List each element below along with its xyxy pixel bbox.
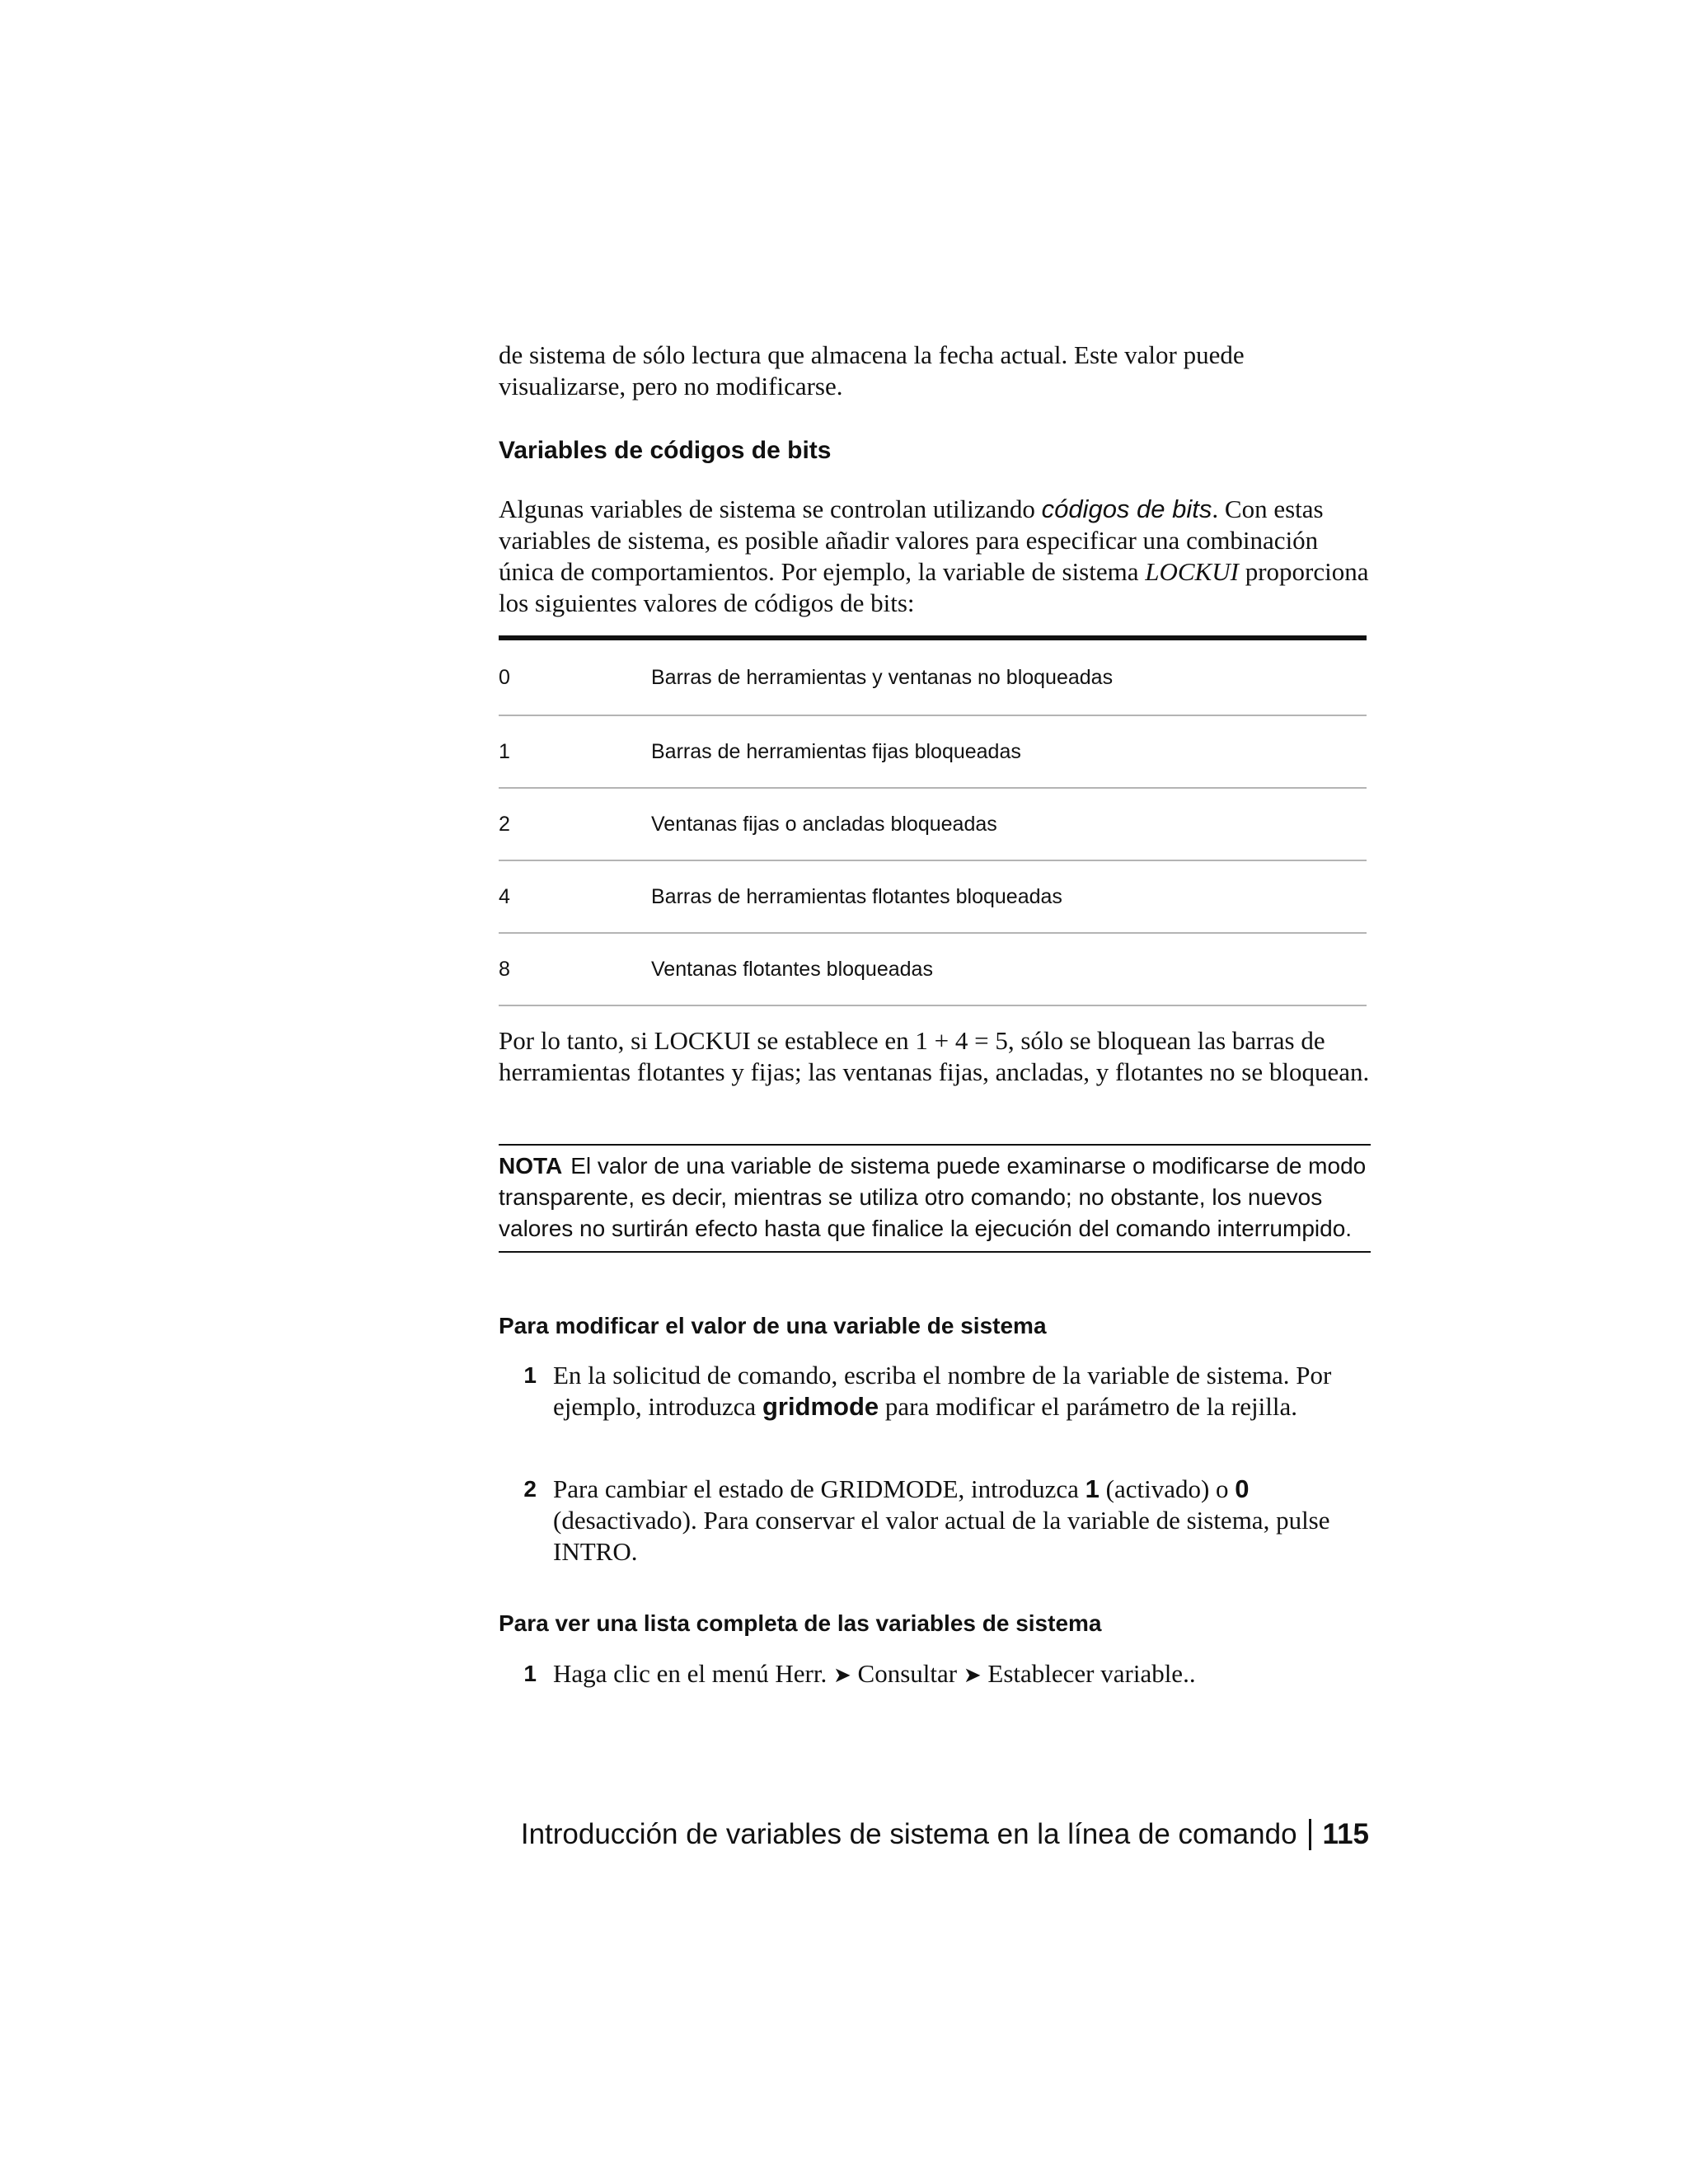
step-text: [553, 1474, 1372, 1568]
table-cell-description: Barras de herramientas y ventanas no bloqueadas: [651, 665, 1114, 689]
table-row: [499, 789, 1367, 861]
step-text-part: Haga clic en el menú Herr.: [553, 1659, 833, 1688]
step-text-part: Establecer variable..: [981, 1659, 1196, 1688]
value-off: 0: [1235, 1474, 1250, 1503]
procedure-heading: Para ver una lista completa de las variables de sistema: [499, 1610, 1102, 1636]
step-text-part: (activado) o: [1099, 1474, 1236, 1503]
step-text: [553, 1360, 1372, 1422]
paragraph-text: . Con estas variables de sistema, es posible añadir valores para especificar una combinación única de comportamientos. Por ejemplo, la variable de sistema: [499, 494, 1324, 586]
table-cell-value: 4: [499, 884, 510, 908]
note-text: El valor de una variable de sistema puede examinarse o modificarse de modo transparente, es decir, mientras se utiliza otro comando; no obstante, los nuevos valores no surtirán efecto hasta que finalice la ejecución del comando interrumpido.: [499, 1153, 1367, 1241]
step-text-part: Para cambiar el estado de GRIDMODE, introduzca: [553, 1474, 1085, 1503]
step-text-part: Consultar: [851, 1659, 964, 1688]
procedure-step: [499, 1474, 1372, 1568]
command-name: gridmode: [762, 1392, 879, 1421]
procedure-step: [499, 1658, 1372, 1691]
procedure-heading: Para modificar el valor de una variable de sistema: [499, 1313, 1047, 1338]
paragraph-text: proporciona los siguientes valores de códigos de bits:: [499, 557, 1369, 617]
table-cell-value: 8: [499, 957, 510, 981]
table-cell-description: Ventanas fijas o ancladas bloqueadas: [651, 812, 997, 836]
table-cell-description: Barras de herramientas flotantes bloqueadas: [651, 884, 1062, 908]
intro-paragraph: de sistema de sólo lectura que almacena la fecha actual. Este valor puede visualizarse, pero no modificarse.: [499, 340, 1245, 401]
footer-title: Introducción de variables de sistema en la línea de comando: [520, 1818, 1297, 1850]
table-row: [499, 861, 1367, 934]
variable-name: LOCKUI: [1145, 557, 1239, 586]
step-text-part: para modificar el parámetro de la rejilla.: [879, 1392, 1297, 1421]
table-cell-value: 0: [499, 665, 510, 689]
step-number: 1: [523, 1362, 537, 1388]
page-number: 115: [1322, 1818, 1369, 1850]
table-cell-value: 2: [499, 812, 510, 836]
bitcode-paragraph: [499, 494, 1372, 619]
section-heading: Variables de códigos de bits: [499, 437, 832, 464]
page-footer: [521, 1816, 1369, 1853]
step-number: 2: [523, 1476, 537, 1502]
menu-arrow-icon: ➤: [833, 1663, 851, 1688]
paragraph-emphasis: códigos de bits: [1041, 494, 1212, 523]
table-row: [499, 640, 1367, 716]
result-paragraph: Por lo tanto, si LOCKUI se establece en 1 + 4 = 5, sólo se bloquean las barras de herramientas flotantes y fijas; las ventanas fijas, ancladas, y flotantes no se bloquean.: [499, 1026, 1370, 1086]
step-text: [553, 1658, 1372, 1691]
table-row: [499, 716, 1367, 789]
table-row: [499, 934, 1367, 1006]
table-cell-value: 1: [499, 739, 510, 763]
procedure-step: [499, 1360, 1372, 1422]
value-on: 1: [1085, 1474, 1100, 1503]
bitcode-table: [499, 635, 1367, 1006]
step-text-part: En la solicitud de comando, escriba el nombre de la variable de sistema. Por ejemplo, introduzca: [553, 1361, 1332, 1421]
paragraph-text: Algunas variables de sistema se controlan utilizando: [499, 494, 1042, 523]
step-number: 1: [523, 1661, 537, 1686]
table-cell-description: Ventanas flotantes bloqueadas: [651, 957, 933, 981]
menu-arrow-icon: ➤: [963, 1663, 982, 1688]
note-box: [499, 1144, 1371, 1253]
table-cell-description: Barras de herramientas fijas bloqueadas: [651, 739, 1021, 763]
step-text-part: (desactivado). Para conservar el valor actual de la variable de sistema, pulse INTRO.: [553, 1506, 1330, 1566]
note-label: NOTA: [499, 1153, 563, 1179]
footer-separator: [1309, 1819, 1311, 1850]
